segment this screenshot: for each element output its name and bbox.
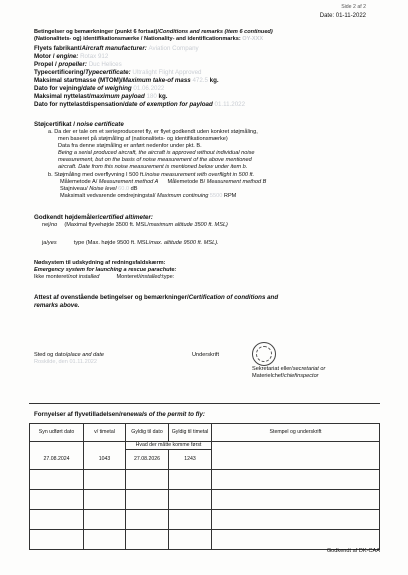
engine-row: Motor / engine: Rotax 912 bbox=[34, 53, 109, 60]
table-cell bbox=[30, 510, 84, 530]
table-row bbox=[30, 490, 380, 510]
parachute-installation: Ikke monteret/not installed Monteret/installed:type: bbox=[34, 274, 175, 280]
table-cell bbox=[169, 510, 212, 530]
altimeter-yes-option: ja/yes type (Max. højde 9500 ft. MSL/max. altitude 9500 ft. MSL). bbox=[42, 240, 219, 246]
conditions-heading: Betingelser og bemærkninger (punkt 6 fortsat)/Conditions and remarks (item 6 continued) bbox=[34, 29, 273, 35]
noise-b-line1: b. Støjmåling med overflyvning I 500 ft./noise measurement with overflight in 500 ft. bbox=[48, 172, 255, 178]
table-cell: 27.08.2024 bbox=[30, 450, 84, 470]
secretariat-line2: Materielchef/chiefinspector bbox=[252, 373, 319, 379]
renewals-table bbox=[29, 423, 380, 550]
noise-b-measurement-methods: Målemetode A/ Measurement method A Målemetode B/ Measurement method B bbox=[60, 179, 267, 185]
authority-seal bbox=[252, 342, 276, 366]
payload-row: Maksimal nyttelast/maximum payload 180 kg. bbox=[34, 93, 168, 100]
payload-exemption-row: Dato for nyttelastdispensation/date of exemption for payload 01.11.2022 bbox=[34, 101, 246, 108]
table-cell bbox=[84, 470, 126, 490]
noise-a-line5: measurement, but on the basis of noise measurement of the above mentioned bbox=[58, 157, 252, 163]
col-header: Gyldig til dato bbox=[126, 424, 169, 442]
table-cell bbox=[212, 470, 380, 490]
col-header: Gyldig til timetal bbox=[169, 424, 212, 442]
identification-marks: (Nationalitets- og) identifikationsmærke / Nationality- and identificationmarks: OY-XXX bbox=[34, 36, 264, 42]
altimeter-heading: Godkendt højdemåler/certified altimeter: bbox=[34, 214, 153, 221]
propeller-row: Propel / propeller: Duc Helices bbox=[34, 61, 122, 68]
table-cell: 27.08.2026 bbox=[126, 450, 169, 470]
col-header: v/ timetal bbox=[84, 424, 126, 442]
table-cell bbox=[212, 450, 380, 470]
table-row bbox=[30, 530, 380, 550]
attest-heading: Attest af ovenstående betingelser og bemærkninger/Certification of conditions and bbox=[34, 294, 279, 301]
place-date-value: Roskilde, den 01.11.2022 bbox=[34, 359, 98, 365]
table-cell bbox=[126, 530, 169, 550]
noise-a-line4: Being a serial produced aircraft, the aircraft is approved without individual noise bbox=[58, 150, 255, 156]
table-cell bbox=[84, 442, 126, 450]
secretariat-line1: Sekretariat eller/secretariat or bbox=[252, 366, 326, 372]
place-date-label: Sted og dato/place and date bbox=[34, 352, 104, 358]
table-cell bbox=[169, 490, 212, 510]
col-header: Syn udført dato bbox=[30, 424, 84, 442]
table-row bbox=[30, 510, 380, 530]
section-divider bbox=[29, 403, 380, 404]
signature-label: Underskrift bbox=[192, 352, 220, 358]
page-number: Side 2 af 2 bbox=[341, 4, 366, 10]
table-cell: 1043 bbox=[84, 450, 126, 470]
table-cell bbox=[126, 510, 169, 530]
table-cell bbox=[212, 510, 380, 530]
table-row bbox=[30, 470, 380, 490]
table-cell bbox=[212, 442, 380, 450]
first-applicable-note: Hvad der måtte komme først bbox=[126, 442, 212, 450]
table-cell: 1243 bbox=[169, 450, 212, 470]
document-date: Date: 01-11-2022 bbox=[319, 13, 366, 19]
mtom-row: Maksimal startmasse (MTOM)/Maximum take-of mass 472.5 kg. bbox=[34, 77, 219, 84]
table-row bbox=[30, 450, 380, 470]
noise-a-line6: aircraft. Date from this noise measurement is mentioned below under item b. bbox=[58, 164, 248, 170]
table-cell bbox=[212, 530, 380, 550]
renewals-heading: Fornyelser af flyvetilladelsen/renewals of the permit to fly: bbox=[34, 411, 205, 418]
renewals-header-row bbox=[30, 424, 380, 442]
table-cell bbox=[212, 490, 380, 510]
table-cell bbox=[30, 490, 84, 510]
typecertificate-row: Typecertificering/Typecertificate: Ultralight Flight Approved bbox=[34, 69, 202, 76]
footer-approval: Godkendt af DK-CAA bbox=[326, 548, 380, 554]
table-cell bbox=[126, 490, 169, 510]
table-cell bbox=[30, 470, 84, 490]
noise-heading: Støjcertifikat / noise certificate bbox=[34, 121, 124, 128]
noise-b-noise-level: Stajniveau/ Noise level 60.0 dB bbox=[60, 186, 138, 192]
noise-a-line1: a. Da der er tale om et serieproduceret fly, er flyet godkendt uden konkret støjmåling, bbox=[48, 129, 258, 135]
table-cell bbox=[84, 490, 126, 510]
noise-a-line2: men baseret på støjmåling af (nationalitets- og identifikationsmærke) bbox=[58, 136, 228, 142]
manufacturer-row: Flyets fabrikant/Aircraft manufacturer: Aviation Company bbox=[34, 45, 199, 52]
renewals-note-row bbox=[30, 442, 380, 450]
parachute-heading-en: Emergency system for launching a rescue parachute: bbox=[34, 267, 177, 273]
parachute-heading: Nødsystem til udskydning af redningsfaldskærm: bbox=[34, 260, 166, 266]
table-cell bbox=[169, 530, 212, 550]
table-cell bbox=[126, 470, 169, 490]
table-cell bbox=[169, 470, 212, 490]
table-cell bbox=[30, 442, 84, 450]
table-cell bbox=[84, 530, 126, 550]
table-cell bbox=[30, 530, 84, 550]
attest-heading-cont: remarks above. bbox=[34, 302, 80, 309]
altimeter-no-option: nej/no (Maximal flyvehøjde 3500 ft. MSL/maximum altitude 3500 ft. MSL) bbox=[42, 222, 228, 228]
table-cell bbox=[84, 510, 126, 530]
col-header: Stempel og underskrift bbox=[212, 424, 380, 442]
noise-a-line3: Data fra denne støjmåling er anført nedenfor under pkt. B. bbox=[58, 143, 202, 149]
noise-b-rpm: Maksimalt vedvarende omdrejningstal/ Maximum continuing 5500 RPM bbox=[60, 193, 237, 199]
weighing-date-row: Dato for vejning/date of weighing 01.06.2022 bbox=[34, 85, 165, 92]
